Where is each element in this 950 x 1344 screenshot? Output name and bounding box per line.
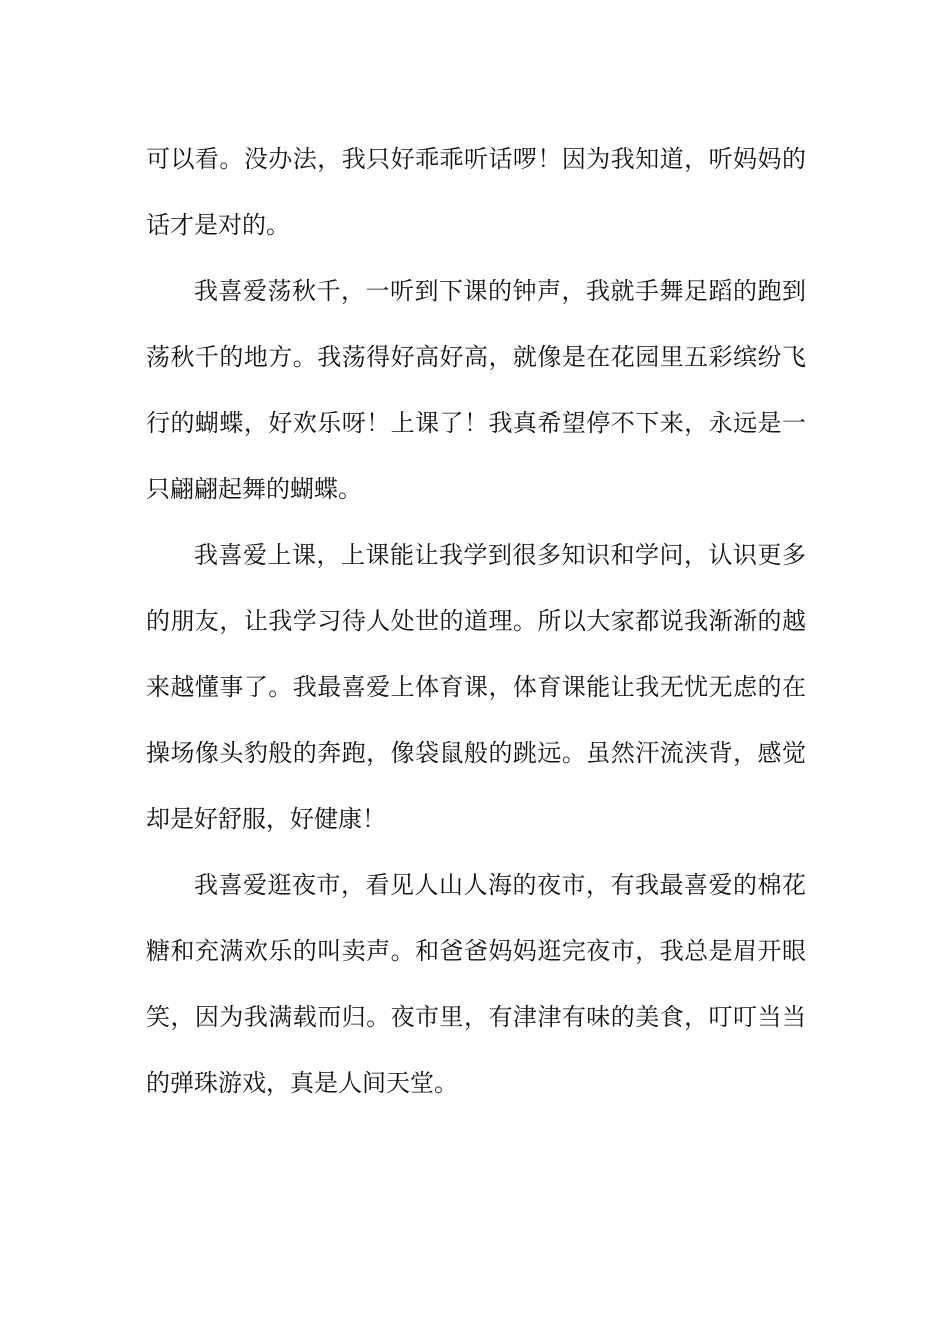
text-line: 笑，因为我满载而归。夜市里，有津津有味的美食，叮叮当当 <box>146 1003 806 1031</box>
text-line: 的朋友，让我学习待人处世的道理。所以大家都说我渐渐的越 <box>146 607 806 635</box>
text-line: 只翩翩起舞的蝴蝶。 <box>146 475 362 503</box>
text-line: 我喜爱逛夜市，看见人山人海的夜市，有我最喜爱的棉花 <box>194 871 806 899</box>
text-line: 我喜爱上课，上课能让我学到很多知识和学问，认识更多 <box>194 541 806 569</box>
text-line: 可以看。没办法，我只好乖乖听话啰！因为我知道，听妈妈的 <box>146 145 806 173</box>
text-line: 的弹珠游戏，真是人间天堂。 <box>146 1069 458 1097</box>
text-line: 我喜爱荡秋千，一听到下课的钟声，我就手舞足蹈的跑到 <box>194 277 806 305</box>
body-text <box>146 126 806 1116</box>
text-line: 行的蝴蝶，好欢乐呀！上课了！我真希望停不下来，永远是一 <box>146 409 806 437</box>
text-line: 糖和充满欢乐的叫卖声。和爸爸妈妈逛完夜市，我总是眉开眼 <box>146 937 806 965</box>
text-line: 话才是对的。 <box>146 211 290 239</box>
text-line: 荡秋千的地方。我荡得好高好高，就像是在花园里五彩缤纷飞 <box>146 343 806 371</box>
text-line: 却是好舒服，好健康！ <box>146 805 386 833</box>
text-line: 来越懂事了。我最喜爱上体育课，体育课能让我无忧无虑的在 <box>146 673 806 701</box>
text-line: 操场像头豹般的奔跑，像袋鼠般的跳远。虽然汗流浃背，感觉 <box>146 739 806 767</box>
